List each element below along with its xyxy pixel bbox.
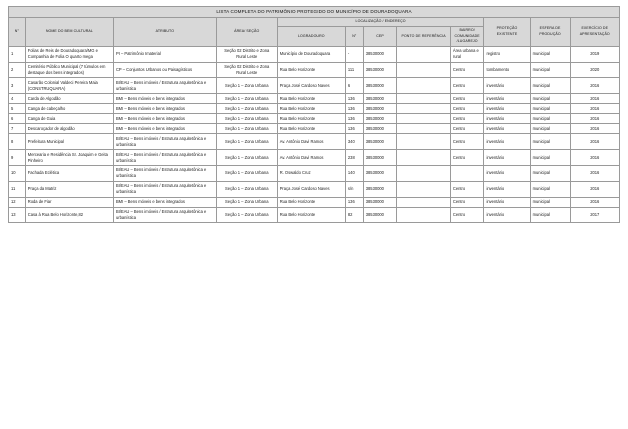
cell-exercicio-apresentacao: 2016 bbox=[570, 104, 620, 114]
cell-bairro: Centro bbox=[450, 104, 484, 114]
cell-area-secao: Seção 1 – Zona Urbana bbox=[216, 114, 277, 124]
cell-atributo: BMI – Bens móveis e bens integrados bbox=[113, 124, 216, 134]
cell-atributo: BI/EAU – Bens imóveis / Estrutura arquitetônica e urbanística bbox=[113, 207, 216, 223]
cell-numero: 2 bbox=[9, 62, 26, 78]
header-bairro-comunidade-lugarejo: BAIRRO/ COMUNIDADE /LUGAREJO bbox=[450, 26, 484, 46]
cell-nome-bem-cultural: Descaroçador de algodão bbox=[25, 124, 113, 134]
cell-cep: 38530000 bbox=[363, 165, 397, 181]
cell-protecao-existente: inventário bbox=[484, 165, 530, 181]
cell-area-secao: Seção 1 – Zona Urbana bbox=[216, 207, 277, 223]
cell-ponto-referencia bbox=[397, 181, 451, 197]
cell-atributo: BI/EAU – Bens imóveis / Estrutura arquitetônica e urbanística bbox=[113, 78, 216, 94]
cell-esfera-producao: municipal bbox=[530, 104, 570, 114]
cell-nome-bem-cultural: Casarão Colonial Valdeci Pereira Maia (CONSTRUQUARA) bbox=[25, 78, 113, 94]
table-body bbox=[9, 46, 620, 223]
table-row bbox=[9, 78, 620, 94]
cell-nome-bem-cultural: Praça da Matriz bbox=[25, 181, 113, 197]
cell-cep: 38530000 bbox=[363, 104, 397, 114]
header-cep: CEP bbox=[363, 26, 397, 46]
header-atributo: ATRIBUTO bbox=[113, 17, 216, 46]
header-group-row bbox=[9, 17, 620, 26]
cell-area-secao: Seção 02 Distrito e Zona Rural Leste bbox=[216, 62, 277, 78]
cell-esfera-producao: municipal bbox=[530, 181, 570, 197]
cell-nome-bem-cultural: Mercearia e Residência Sr. Joaquim e Geita Pinheiro bbox=[25, 150, 113, 166]
cell-bairro: Centro bbox=[450, 134, 484, 150]
header-numero: N° bbox=[9, 17, 26, 46]
table-row bbox=[9, 181, 620, 197]
cell-numero: 10 bbox=[9, 165, 26, 181]
cell-protecao-existente: inventário bbox=[484, 114, 530, 124]
cell-ponto-referencia bbox=[397, 165, 451, 181]
table-row bbox=[9, 124, 620, 134]
table-row bbox=[9, 134, 620, 150]
cell-exercicio-apresentacao: 2019 bbox=[570, 46, 620, 62]
cell-protecao-existente: registro bbox=[484, 46, 530, 62]
cell-cep: 38530000 bbox=[363, 197, 397, 207]
cell-nome-bem-cultural: Prefeitura Municipal bbox=[25, 134, 113, 150]
cell-esfera-producao: municipal bbox=[530, 62, 570, 78]
cell-logradouro: Rua Belo Horizonte bbox=[277, 207, 345, 223]
cell-ponto-referencia bbox=[397, 197, 451, 207]
cell-logradouro: Praça José Cardoso Naves bbox=[277, 78, 345, 94]
cell-ponto-referencia bbox=[397, 207, 451, 223]
table-row bbox=[9, 150, 620, 166]
cell-esfera-producao: municipal bbox=[530, 114, 570, 124]
cell-protecao-existente: inventário bbox=[484, 150, 530, 166]
cell-numero: 12 bbox=[9, 197, 26, 207]
header-nome-bem-cultural: NOME DO BEM CULTURAL bbox=[25, 17, 113, 46]
cell-logradouro: Rua Belo Horizonte bbox=[277, 104, 345, 114]
cell-numero-endereco: 6 bbox=[345, 78, 363, 94]
cell-esfera-producao: municipal bbox=[530, 197, 570, 207]
cell-numero-endereco: 136 bbox=[345, 124, 363, 134]
table-row bbox=[9, 94, 620, 104]
cell-ponto-referencia bbox=[397, 104, 451, 114]
cell-area-secao: Seção 1 – Zona Urbana bbox=[216, 134, 277, 150]
cell-exercicio-apresentacao: 2016 bbox=[570, 134, 620, 150]
table-row bbox=[9, 46, 620, 62]
cell-numero: 4 bbox=[9, 94, 26, 104]
cell-numero-endereco: - bbox=[345, 46, 363, 62]
cell-cep: 38530000 bbox=[363, 150, 397, 166]
cell-numero: 13 bbox=[9, 207, 26, 223]
cell-numero-endereco: 340 bbox=[345, 134, 363, 150]
cell-protecao-existente: inventário bbox=[484, 124, 530, 134]
cell-numero-endereco: 111 bbox=[345, 62, 363, 78]
cell-ponto-referencia bbox=[397, 46, 451, 62]
cell-bairro: Centro bbox=[450, 181, 484, 197]
cell-esfera-producao: municipal bbox=[530, 134, 570, 150]
cell-atributo: BMI – Bens móveis e bens integrados bbox=[113, 197, 216, 207]
header-localizacao-endereco: LOCALIZAÇÃO / ENDEREÇO bbox=[277, 17, 484, 26]
cell-numero: 5 bbox=[9, 104, 26, 114]
table-row bbox=[9, 104, 620, 114]
cell-exercicio-apresentacao: 2016 bbox=[570, 124, 620, 134]
cell-bairro bbox=[450, 165, 484, 181]
header-esfera-producao: ESFERA DE PRODUÇÃO bbox=[530, 17, 570, 46]
cell-area-secao: Seção 1 – Zona Urbana bbox=[216, 181, 277, 197]
header-numero-endereco: N° bbox=[345, 26, 363, 46]
cell-numero-endereco: 136 bbox=[345, 114, 363, 124]
cell-bairro: Centro bbox=[450, 207, 484, 223]
cell-ponto-referencia bbox=[397, 78, 451, 94]
cell-numero: 7 bbox=[9, 124, 26, 134]
cell-nome-bem-cultural: Folias de Reis de Douradoquara/MG e Companhia de Folia O quarto mega bbox=[25, 46, 113, 62]
cell-logradouro: Rua Belo Horizonte bbox=[277, 197, 345, 207]
cell-numero: 3 bbox=[9, 78, 26, 94]
cell-exercicio-apresentacao: 2020 bbox=[570, 62, 620, 78]
header-area-secao: ÁREA/ SEÇÃO bbox=[216, 17, 277, 46]
cell-area-secao: Seção 02 Distrito e Zona Rural Leste bbox=[216, 46, 277, 62]
cell-protecao-existente: inventário bbox=[484, 197, 530, 207]
cell-logradouro: Av. Antônio Davi Ramos bbox=[277, 150, 345, 166]
heritage-assets-table bbox=[8, 6, 620, 223]
cell-exercicio-apresentacao: 2016 bbox=[570, 197, 620, 207]
cell-nome-bem-cultural: Carda de Algodão bbox=[25, 94, 113, 104]
cell-numero: 11 bbox=[9, 181, 26, 197]
cell-esfera-producao: municipal bbox=[530, 94, 570, 104]
cell-protecao-existente: inventário bbox=[484, 78, 530, 94]
cell-exercicio-apresentacao: 2016 bbox=[570, 150, 620, 166]
cell-bairro: Centro bbox=[450, 62, 484, 78]
cell-numero-endereco: s/n bbox=[345, 181, 363, 197]
table-row bbox=[9, 165, 620, 181]
cell-atributo: BMI – Bens móveis e bens integrados bbox=[113, 114, 216, 124]
cell-cep: 38530000 bbox=[363, 207, 397, 223]
cell-logradouro: Av. Antônio Davi Ramos bbox=[277, 134, 345, 150]
cell-cep: 38530000 bbox=[363, 181, 397, 197]
cell-atributo: BI/EAU – Bens imóveis / Estrutura arquitetônica e urbanística bbox=[113, 150, 216, 166]
cell-protecao-existente: inventário bbox=[484, 134, 530, 150]
cell-nome-bem-cultural: Roda de Fiar bbox=[25, 197, 113, 207]
cell-atributo: CP – Conjuntos Urbanos ou Paisagísticos bbox=[113, 62, 216, 78]
cell-atributo: BMI – Bens móveis e bens integrados bbox=[113, 104, 216, 114]
cell-nome-bem-cultural: Canga de Guia bbox=[25, 114, 113, 124]
cell-ponto-referencia bbox=[397, 94, 451, 104]
cell-numero-endereco: 140 bbox=[345, 165, 363, 181]
cell-nome-bem-cultural: Fachada Eclética bbox=[25, 165, 113, 181]
cell-cep: 38530000 bbox=[363, 114, 397, 124]
cell-numero-endereco: 136 bbox=[345, 197, 363, 207]
cell-area-secao: Seção 1 – Zona Urbana bbox=[216, 165, 277, 181]
cell-bairro: Área urbana e rural bbox=[450, 46, 484, 62]
header-exercicio-apresentacao: EXERCÍCIO DE APRESENTAÇÃO bbox=[570, 17, 620, 46]
cell-esfera-producao: municipal bbox=[530, 165, 570, 181]
cell-numero-endereco: 238 bbox=[345, 150, 363, 166]
cell-cep: 38530000 bbox=[363, 78, 397, 94]
cell-atributo: BI/EAU – Bens imóveis / Estrutura arquitetônica e urbanística bbox=[113, 181, 216, 197]
cell-cep: 38530000 bbox=[363, 134, 397, 150]
cell-ponto-referencia bbox=[397, 62, 451, 78]
table-header bbox=[9, 7, 620, 47]
cell-protecao-existente: inventário bbox=[484, 181, 530, 197]
cell-bairro: Centro bbox=[450, 197, 484, 207]
cell-bairro: Centro bbox=[450, 94, 484, 104]
cell-logradouro: Rua Belo Horizonte bbox=[277, 94, 345, 104]
cell-bairro: Centro bbox=[450, 78, 484, 94]
cell-exercicio-apresentacao: 2016 bbox=[570, 94, 620, 104]
cell-ponto-referencia bbox=[397, 134, 451, 150]
cell-area-secao: Seção 1 – Zona Urbana bbox=[216, 104, 277, 114]
cell-cep: 38530000 bbox=[363, 46, 397, 62]
header-protecao-existente: PROTEÇÃO EXISTENTE bbox=[484, 17, 530, 46]
cell-numero: 9 bbox=[9, 150, 26, 166]
table-row bbox=[9, 62, 620, 78]
cell-ponto-referencia bbox=[397, 124, 451, 134]
cell-numero-endereco: 136 bbox=[345, 104, 363, 114]
cell-atributo: BI/EAU – Bens imóveis / Estrutura arquitetônica e urbanística bbox=[113, 165, 216, 181]
cell-numero-endereco: 136 bbox=[345, 94, 363, 104]
cell-logradouro: R. Oswaldo Cruz bbox=[277, 165, 345, 181]
cell-cep: 38530000 bbox=[363, 94, 397, 104]
cell-protecao-existente: inventário bbox=[484, 207, 530, 223]
cell-atributo: BMI – Bens móveis e bens integrados bbox=[113, 94, 216, 104]
cell-esfera-producao: municipal bbox=[530, 150, 570, 166]
cell-exercicio-apresentacao: 2016 bbox=[570, 165, 620, 181]
cell-esfera-producao: municipal bbox=[530, 78, 570, 94]
cell-atributo: BI/EAU – Bens imóveis / Estrutura arquitetônica e urbanística bbox=[113, 134, 216, 150]
cell-cep: 38530000 bbox=[363, 62, 397, 78]
cell-area-secao: Seção 1 – Zona Urbana bbox=[216, 94, 277, 104]
cell-atributo: PI – Patrimônio Imaterial bbox=[113, 46, 216, 62]
cell-esfera-producao: municipal bbox=[530, 46, 570, 62]
cell-numero: 1 bbox=[9, 46, 26, 62]
cell-logradouro: Município de Douradoquara bbox=[277, 46, 345, 62]
table-row bbox=[9, 114, 620, 124]
cell-ponto-referencia bbox=[397, 150, 451, 166]
cell-nome-bem-cultural: Casa à Rua Belo Horizonte,82 bbox=[25, 207, 113, 223]
cell-exercicio-apresentacao: 2016 bbox=[570, 114, 620, 124]
cell-nome-bem-cultural: Canga de cabeçalho bbox=[25, 104, 113, 114]
cell-cep: 38530000 bbox=[363, 124, 397, 134]
cell-protecao-existente: inventário bbox=[484, 104, 530, 114]
cell-area-secao: Seção 1 – Zona Urbana bbox=[216, 124, 277, 134]
cell-bairro: Centro bbox=[450, 124, 484, 134]
cell-logradouro: Rua Belo Horizonte bbox=[277, 124, 345, 134]
table-title-row bbox=[9, 7, 620, 18]
cell-nome-bem-cultural: Cemitério Público Municipal (7 túmulos em destaque dos bens integrados) bbox=[25, 62, 113, 78]
cell-area-secao: Seção 1 – Zona Urbana bbox=[216, 78, 277, 94]
cell-protecao-existente: inventário bbox=[484, 94, 530, 104]
cell-esfera-producao: municipal bbox=[530, 124, 570, 134]
cell-logradouro: Rua Belo Horizonte bbox=[277, 62, 345, 78]
cell-logradouro: Praça José Cardoso Naves bbox=[277, 181, 345, 197]
header-logradouro: LOGRADOURO bbox=[277, 26, 345, 46]
cell-area-secao: Seção 1 – Zona Urbana bbox=[216, 150, 277, 166]
table-row bbox=[9, 207, 620, 223]
cell-numero: 6 bbox=[9, 114, 26, 124]
header-ponto-referencia: PONTO DE REFERÊNCIA bbox=[397, 26, 451, 46]
cell-logradouro: Rua Belo Horizonte bbox=[277, 114, 345, 124]
cell-numero: 8 bbox=[9, 134, 26, 150]
table-row bbox=[9, 197, 620, 207]
cell-area-secao: Seção 1 – Zona Urbana bbox=[216, 197, 277, 207]
document-title: LISTA COMPLETA DO PATRIMÔNIO PROTEGIDO DO MUNICÍPIO DE DOURADOQUARA bbox=[9, 7, 620, 18]
cell-protecao-existente: tombamento bbox=[484, 62, 530, 78]
cell-exercicio-apresentacao: 2016 bbox=[570, 78, 620, 94]
cell-numero-endereco: 82 bbox=[345, 207, 363, 223]
cell-esfera-producao: municipal bbox=[530, 207, 570, 223]
cell-exercicio-apresentacao: 2017 bbox=[570, 207, 620, 223]
cell-ponto-referencia bbox=[397, 114, 451, 124]
cell-exercicio-apresentacao: 2016 bbox=[570, 181, 620, 197]
cell-bairro: Centro bbox=[450, 150, 484, 166]
cell-bairro: Centro bbox=[450, 114, 484, 124]
